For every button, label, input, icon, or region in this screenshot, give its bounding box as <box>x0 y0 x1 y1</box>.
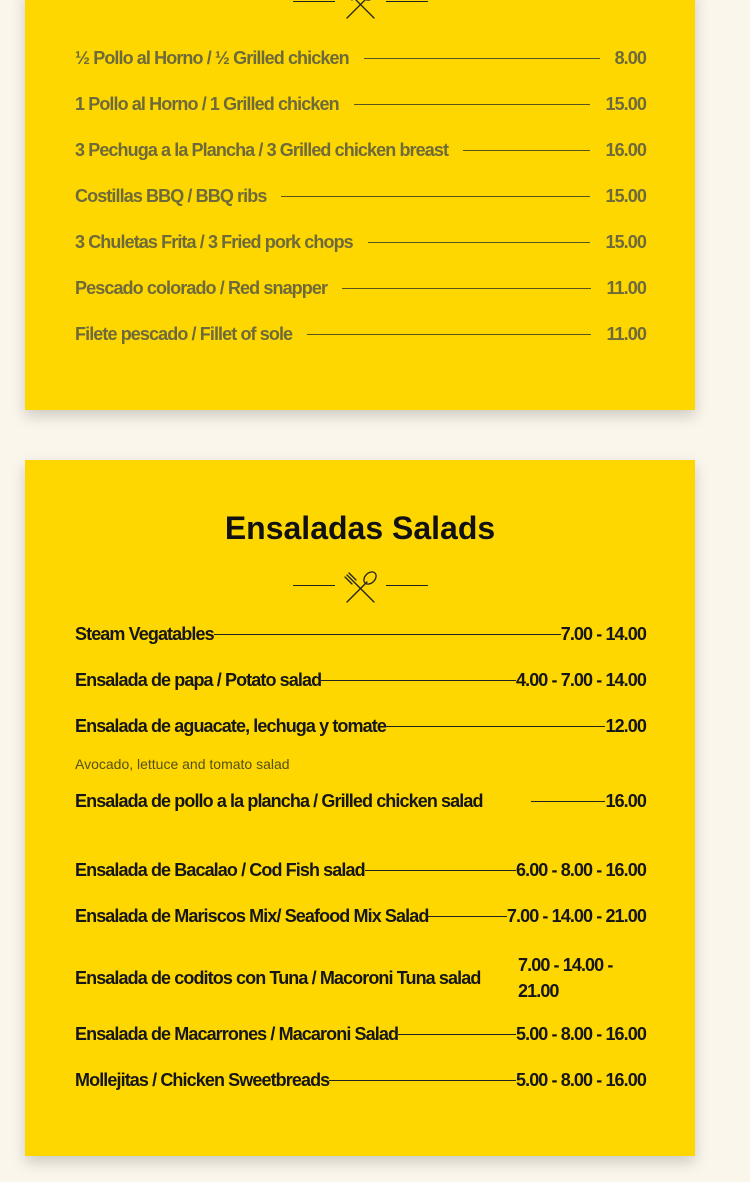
menu-item-name: Costillas BBQ / BBQ ribs <box>75 186 267 206</box>
leader-line <box>214 634 561 635</box>
section-divider <box>293 0 428 16</box>
menu-item-price: 7.00 - 14.00 - 21.00 <box>506 906 646 926</box>
section-divider <box>293 570 428 600</box>
leader-line <box>321 680 516 681</box>
menu-item-price: 15.00 <box>605 186 646 206</box>
leader-line <box>368 242 591 243</box>
menu-item-price: 8.00 <box>614 48 646 68</box>
menu-item-price: 7.00 - 14.00 <box>560 624 646 644</box>
menu-item-price: 5.00 - 8.00 - 16.00 <box>515 1024 646 1044</box>
menu-item-price: 7.00 - 14.00 - 21.00 <box>518 955 613 1001</box>
leader-line <box>354 104 591 105</box>
menu-item-price: 15.00 <box>605 94 646 114</box>
menu-item-name: Pescado colorado / Red snapper <box>75 278 328 298</box>
leader-line <box>428 916 506 917</box>
menu-item <box>75 1070 646 1091</box>
menu-item <box>75 906 646 927</box>
menu-item-name: 3 Chuletas Frita / 3 Fried pork chops <box>75 232 353 252</box>
menu-item <box>75 48 646 69</box>
menu-item <box>75 624 646 645</box>
leader-line <box>342 288 591 289</box>
leader-line <box>307 334 591 335</box>
menu-item <box>75 232 646 253</box>
menu-item-price: 4.00 - 7.00 - 14.00 <box>515 670 646 690</box>
leader-line <box>281 196 590 197</box>
menu-item-name: Filete pescado / Fillet of sole <box>75 324 293 344</box>
menu-item-name: Ensalada de pollo a la plancha / Grilled chicken salad <box>75 791 483 811</box>
menu-item-name: Ensalada de Macarrones / Macaroni Salad <box>75 1024 399 1044</box>
menu-item-price: 12.00 <box>605 716 646 736</box>
menu-item-name: Ensalada de papa / Potato salad <box>75 670 322 690</box>
leader-line <box>463 150 590 151</box>
menu-item <box>75 324 646 345</box>
menu-item-price: 6.00 - 8.00 - 16.00 <box>515 860 646 880</box>
menu-item-name: 3 Pechuga a la Plancha / 3 Grilled chicken breast <box>75 140 449 160</box>
fork-and-spoon-icon <box>343 570 378 604</box>
menu-item-name: Ensalada de Bacalao / Cod Fish salad <box>75 860 365 880</box>
menu-item-price: 16.00 <box>605 791 646 811</box>
menu-item-name: Ensalada de Mariscos Mix/ Seafood Mix Salad <box>75 906 429 926</box>
menu-card-salads <box>25 460 695 1156</box>
menu-item <box>75 788 646 814</box>
leader-line <box>531 801 605 802</box>
menu-item <box>75 94 646 115</box>
menu-item <box>75 140 646 161</box>
menu-item <box>75 1024 646 1045</box>
menu-item <box>75 186 646 207</box>
menu-item-price: 11.00 <box>606 324 646 344</box>
fork-and-spoon-icon <box>343 0 378 20</box>
menu-item-description: Avocado, lettuce and tomato salad <box>75 756 290 772</box>
menu-item <box>75 278 646 299</box>
menu-item <box>75 670 646 691</box>
menu-item-price: 5.00 - 8.00 - 16.00 <box>515 1070 646 1090</box>
menu-item-name: Steam Vegatables <box>75 624 214 644</box>
menu-card-main-dishes <box>25 0 695 410</box>
leader-line <box>386 726 606 727</box>
leader-line <box>365 870 516 871</box>
menu-item-price: 16.00 <box>605 140 646 160</box>
section-title: Ensaladas Salads <box>224 510 496 546</box>
menu-item-name: 1 Pollo al Horno / 1 Grilled chicken <box>75 94 339 114</box>
menu-item <box>75 952 646 1004</box>
leader-line <box>364 58 600 59</box>
menu-item-name: ½ Pollo al Horno / ½ Grilled chicken <box>75 48 349 68</box>
menu-item-name: Ensalada de aguacate, lechuga y tomate <box>75 716 386 736</box>
menu-item <box>75 860 646 881</box>
leader-line <box>329 1080 516 1081</box>
menu-item-name: Mollejitas / Chicken Sweetbreads <box>75 1070 330 1090</box>
menu-item <box>75 716 646 737</box>
menu-item-name: Ensalada de coditos con Tuna / Macoroni Tuna salad <box>75 968 481 988</box>
menu-item-price: 11.00 <box>606 278 646 298</box>
menu-item-price: 15.00 <box>605 232 646 252</box>
leader-line <box>398 1034 516 1035</box>
